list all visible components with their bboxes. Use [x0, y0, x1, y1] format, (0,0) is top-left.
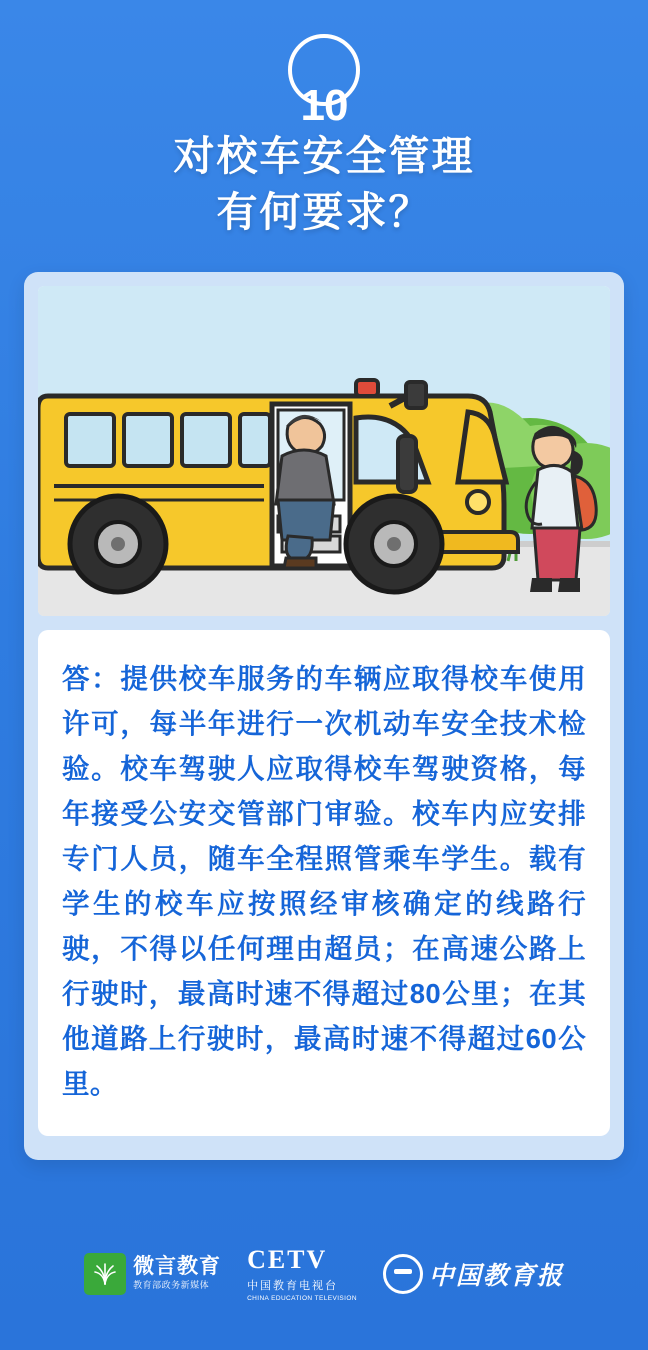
logo-zhongguo-jiaoyubao [383, 1254, 564, 1294]
illustration [38, 286, 610, 616]
cetv-logo-text [247, 1245, 357, 1302]
answer-box [38, 630, 610, 1136]
logo-weiyan-jiaoyu [84, 1253, 221, 1295]
content-card [24, 272, 624, 1160]
weiyan-logo-text [133, 1256, 221, 1290]
question-number-badge: 10 [288, 34, 360, 106]
jiaoyubao-emblem-icon [383, 1254, 423, 1294]
page-title [0, 128, 648, 240]
weiyan-leaf-icon [84, 1253, 126, 1295]
school-bus-illustration-svg [38, 286, 610, 616]
page-title-line-1: 对校车安全管理 [173, 133, 475, 179]
weiyan-logo-main: 微言教育 [133, 1255, 222, 1279]
cetv-logo-cn: 中国教育电视台 [247, 1280, 339, 1292]
page-title-line-2: 有何要求？ [216, 189, 432, 235]
number-badge-wrapper [0, 0, 648, 130]
cetv-logo-big: CETV [247, 1245, 328, 1274]
leaf-burst-icon [92, 1261, 118, 1287]
jiaoyubao-logo-name: 中国教育报 [428, 1262, 564, 1290]
cetv-logo-en: CHINA EDUCATION TELEVISION [247, 1295, 357, 1302]
logo-cetv [247, 1245, 357, 1302]
footer-logos [0, 1245, 648, 1302]
weiyan-logo-sub: 教育部政务新媒体 [133, 1280, 210, 1291]
answer-text: 答：提供校车服务的车辆应取得校车使用许可，每半年进行一次机动车安全技术检验。校车驾驶人应取得校车驾驶资格，每年接受公安交管部门审验。校车内应安排专门人员，随车全程照管乘车学生。载有学生的校车应按照经审核确定的线路行驶，不得以任何理由超员；在高速公路上行驶时，最高时速不得超过80公里；在其他道路上行驶时，最高时速不得超过60公里。 [62, 663, 586, 1099]
